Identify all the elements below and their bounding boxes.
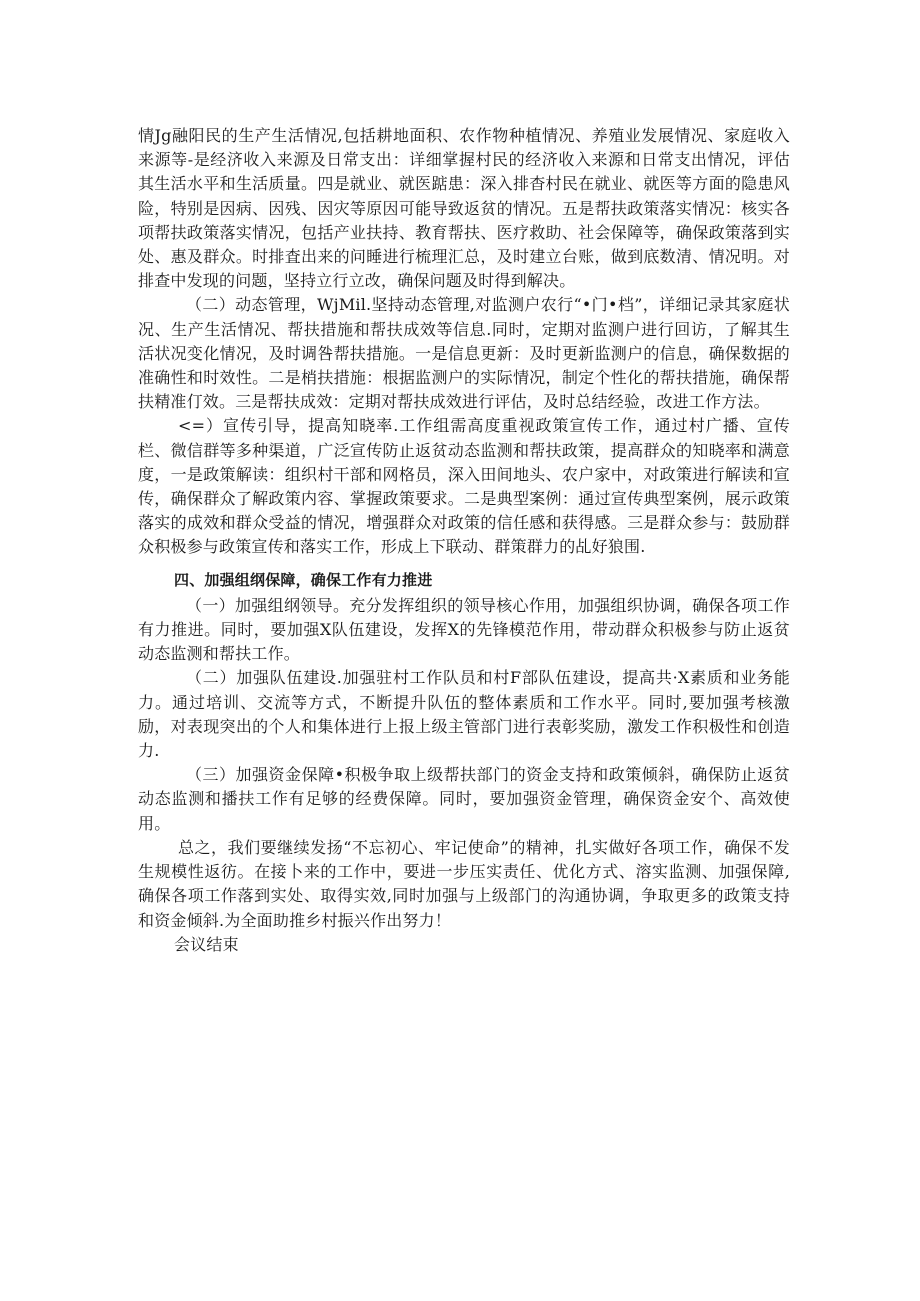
meeting-end-text: 会议结束 [174, 934, 239, 954]
paragraph-publicity-guidance: <=）宣传引导，提高知晓率.工作组需高度重视政策宣传工作，通过村广播、宣传栏、微信群等多种渠道，广泛宣传防止返贫动态监测和帮扶政策，提高群众的知晓率和满意度，一是政策解读：组织村干部和网格员，深入田间地头、农户家中，对政策进行解读和宣传，确保群众了解政策内容、掌握政策要求。二是典型案例：通过宣传典型案例，展示政策落实的成效和群众受益的情况，增强群众对政策的信任感和获得感。三是群众参与：鼓励群众积极参与政策宣传和落实工作，形成上下联动、群策群力的乩好狼围. [138, 416, 790, 557]
paragraph-organization-leadership: （一）加强组纲领导。充分发挥组织的领导核心作用，加强组织协调，确保各项工作有力推进。同时，要加强X队伍建设，发挥X的先锋模范作用，带动群众积极参与防止返贫动态监测和帮扶工作。 [138, 595, 790, 664]
paragraph-team-building: （二）加强队伍建设.加强驻村工作队员和村F部队伍建设，提高共·X素质和业务能力。通过培训、交流等方式，不断提升队伍的整体素质和工作水平。同时,要加强考核激励，对表现突出的个人和集体进行上报上级主管部门进行表彰奖励，激发工作积极性和创造力. [138, 668, 790, 761]
paragraph-survey-details: 情Jg融阳民的生产生活情况,包括耕地面积、农作物种植情况、养殖业发展情况、家庭收入来源等-是经济收入来源及日常支出：详细掌握村民的经济收入来源和日常支出情况，评估其生活水平和生活质量。四是就业、就医踮患：深入排杳村民在就业、就医等方面的隐患风险，特别是因病、因残、因灾等原因可能导致返贫的情况。五是帮扶政策落实情况：核实各项帮扶政策落实情况，包括产业扶持、教育帮扶、医疗救助、社会保障等，确保政策落到实处、惠及群众。时排査出来的问睡进行梳理汇总，及时建立台账，做到底数清、情况明。对排查中发现的问题，坚持立行立改，确保问题及时得到解决。 [138, 126, 790, 291]
section-heading-organization: 四、加强组纲保障，确保工作有力推进 [174, 570, 433, 589]
paragraph-dynamic-management: （二）动态管理，WjMil.坚持动态管理,对监测户农行“•门•档”，详细记录其家庭状况、生产生活情况、帮扶措施和帮扶成效等信息.同时，定期对监测户进行回访，了解其生活状况变化情况，及时调咎帮扶措施。一是信息更新：及时更新监测户的信息，确保数据的准确性和时效性。二是梢扶措施：根据监测户的实际情况，制定个性化的帮扶措施，确保帮扶精准仃效。三是帮扶成效：定期对帮扶成效进行评估，及时总结经验，改进工作方法。 [138, 295, 790, 412]
document-body [138, 124, 790, 957]
paragraph-summary: 总之，我们要继续发扬“不忘初心、牢记使命”的精神，扎实做好各项工作，确保不发生规模性返彷。在接卜来的工作中，要进一步压实责任、优化方式、溶实监测、加强保障,确保各项工作落到实处、取得实效,同时加强与上级部门的沟通协调，争取更多的政策支持和资金倾斜.为全面助推乡村振兴作出努力！ [138, 837, 790, 930]
paragraph-funding-guarantee: （三）加强资金保障•积极争取上级帮扶部门的资金支持和政策倾斜，确保防止返贫动态监测和播扶工作有足够的经费保障。同时，要加强资金管理，确保资金安个、高效使用。 [138, 765, 790, 833]
